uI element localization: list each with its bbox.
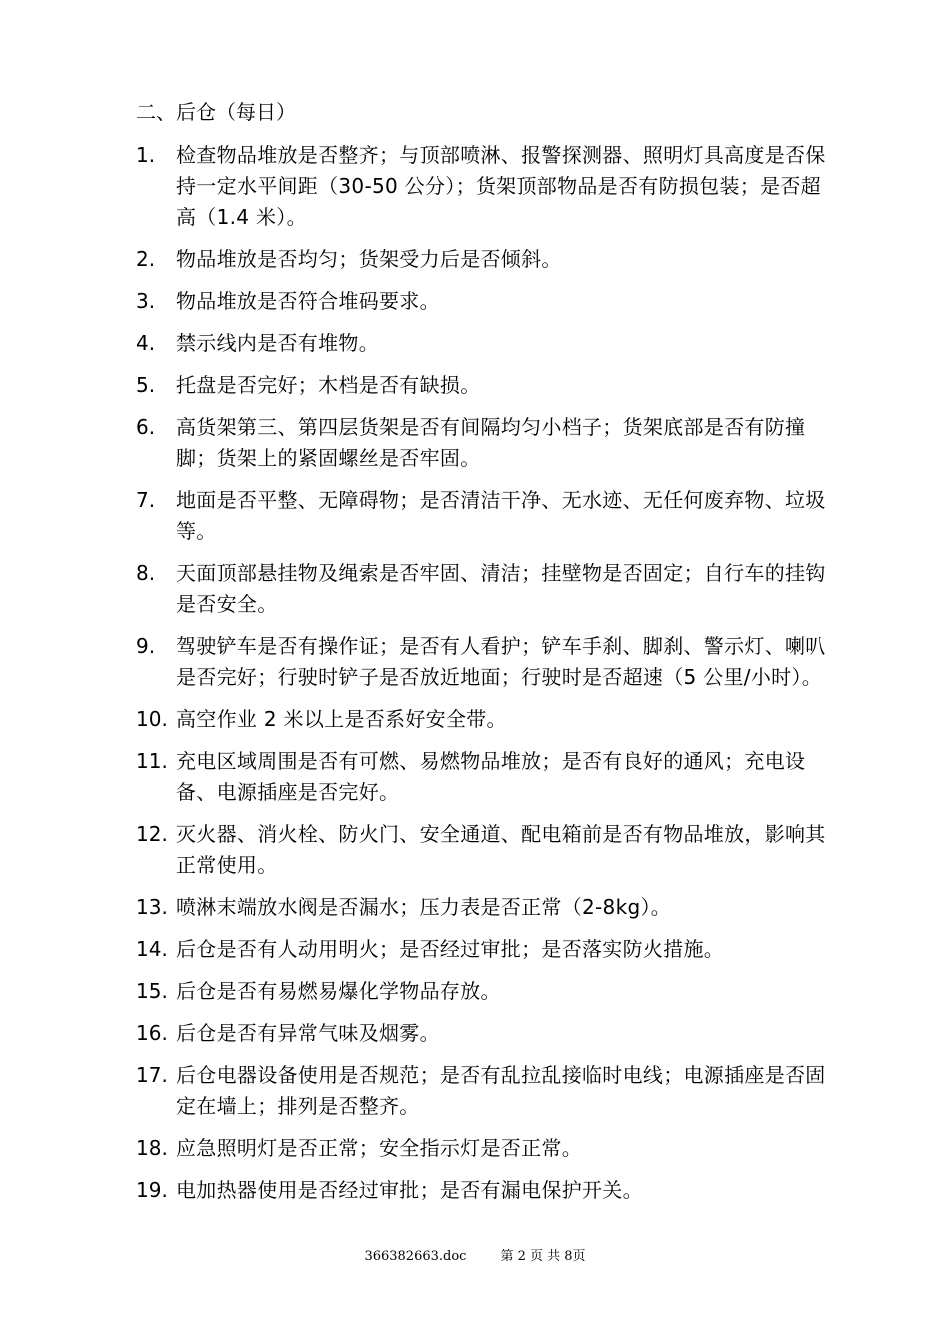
item-number: 7.: [136, 488, 156, 512]
item-text: 高空作业 2 米以上是否系好安全带。: [176, 707, 507, 731]
item-text: 驾驶铲车是否有操作证；是否有人看护；铲车手刹、脚刹、警示灯、喇叭是否完好；行驶时铲子是否放近地面；行驶时是否超速（5 公里/小时）。: [176, 634, 826, 689]
checklist-item: [136, 558, 826, 620]
item-number: 8.: [136, 561, 156, 585]
item-number: 6.: [136, 415, 156, 439]
checklist-item: [136, 892, 826, 923]
checklist-item: [136, 286, 826, 317]
checklist-item: [136, 1133, 826, 1164]
item-text: 灭火器、消火栓、防火门、安全通道、配电箱前是否有物品堆放，影响其正常使用。: [176, 822, 826, 877]
item-text: 后仓是否有易燃易爆化学物品存放。: [176, 979, 501, 1003]
checklist-item: [136, 631, 826, 693]
item-number: 16.: [136, 1021, 168, 1045]
item-text: 充电区域周围是否有可燃、易燃物品堆放；是否有良好的通风；充电设备、电源插座是否完好。: [176, 749, 806, 804]
checklist-item: [136, 244, 826, 275]
checklist-item: [136, 704, 826, 735]
checklist-item: [136, 1060, 826, 1122]
item-text: 后仓电器设备使用是否规范；是否有乱拉乱接临时电线；电源插座是否固定在墙上；排列是否整齐。: [176, 1063, 826, 1118]
item-number: 19.: [136, 1178, 168, 1202]
item-number: 15.: [136, 979, 168, 1003]
item-number: 11.: [136, 749, 168, 773]
checklist-item: [136, 412, 826, 474]
item-number: 17.: [136, 1063, 168, 1087]
item-text: 检查物品堆放是否整齐；与顶部喷淋、报警探测器、照明灯具高度是否保持一定水平间距（30-50 公分）；货架顶部物品是否有防损包装；是否超高（1.4 米）。: [176, 143, 826, 229]
item-text: 应急照明灯是否正常；安全指示灯是否正常。: [176, 1136, 582, 1160]
checklist-item: [136, 1175, 826, 1206]
checklist-item: [136, 140, 826, 233]
item-number: 18.: [136, 1136, 168, 1160]
checklist: [136, 140, 826, 1217]
item-number: 1.: [136, 143, 156, 167]
checklist-item: [136, 746, 826, 808]
checklist-item: [136, 1018, 826, 1049]
checklist-item: [136, 328, 826, 359]
item-number: 9.: [136, 634, 156, 658]
checklist-item: [136, 370, 826, 401]
item-text: 喷淋末端放水阀是否漏水；压力表是否正常（2-8kg）。: [176, 895, 672, 919]
checklist-item: [136, 485, 826, 547]
item-text: 地面是否平整、无障碍物；是否清洁干净、无水迹、无任何废弃物、垃圾等。: [176, 488, 826, 543]
checklist-item: [136, 934, 826, 965]
checklist-item: [136, 976, 826, 1007]
item-text: 禁示线内是否有堆物。: [176, 331, 379, 355]
item-number: 13.: [136, 895, 168, 919]
item-text: 物品堆放是否符合堆码要求。: [176, 289, 440, 313]
item-text: 电加热器使用是否经过审批；是否有漏电保护开关。: [176, 1178, 643, 1202]
item-text: 托盘是否完好；木档是否有缺损。: [176, 373, 481, 397]
checklist-item: [136, 819, 826, 881]
item-text: 物品堆放是否均匀；货架受力后是否倾斜。: [176, 247, 562, 271]
item-number: 10.: [136, 707, 168, 731]
item-number: 12.: [136, 822, 168, 846]
page-footer: [0, 1248, 950, 1266]
item-number: 3.: [136, 289, 156, 313]
item-number: 2.: [136, 247, 156, 271]
footer-page-number: 第 2 页 共 8页: [500, 1249, 586, 1264]
item-text: 天面顶部悬挂物及绳索是否牢固、清洁；挂壁物是否固定；自行车的挂钩是否安全。: [176, 561, 826, 616]
item-number: 14.: [136, 937, 168, 961]
item-text: 后仓是否有人动用明火；是否经过审批；是否落实防火措施。: [176, 937, 725, 961]
footer-filename: 366382663.doc: [364, 1249, 467, 1264]
item-number: 5.: [136, 373, 156, 397]
item-number: 4.: [136, 331, 156, 355]
item-text: 后仓是否有异常气味及烟雾。: [176, 1021, 440, 1045]
section-title: 二、后仓（每日）: [136, 100, 296, 124]
item-text: 高货架第三、第四层货架是否有间隔均匀小档子；货架底部是否有防撞脚；货架上的紧固螺丝是否牢固。: [176, 415, 806, 470]
